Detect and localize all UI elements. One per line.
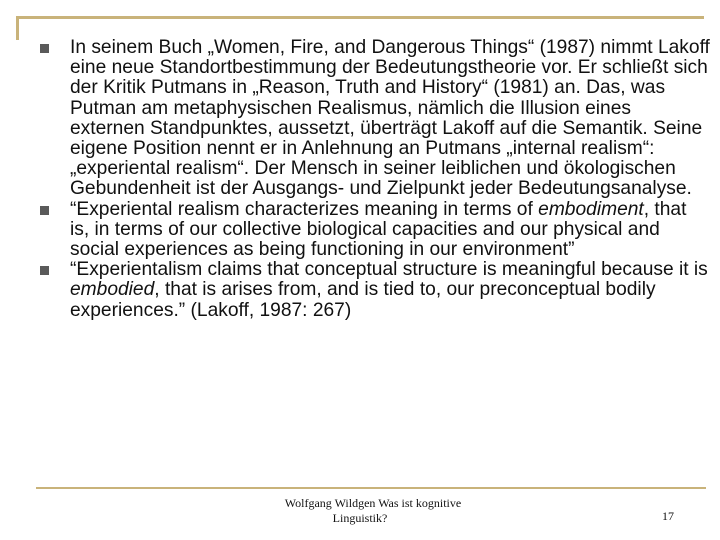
footer-title-line: Linguistik? (332, 511, 388, 525)
bullet-3-text-a: “Experientalism claims that conceptual structure is meaningful because it is (70, 259, 708, 281)
bullet-2-text-b: , that is, in terms of our collective biological capacities and our physical and social experiences as being functioning in our environment” (70, 198, 687, 261)
bullet-2-emphasis: embodiment (538, 198, 644, 220)
square-bullet-icon (40, 206, 49, 215)
bullet-3-text-b: , that is arises from, and is tied to, our preconceptual bodily experiences.” (Lakoff, 1987: 267) (70, 279, 656, 321)
square-bullet-icon (40, 44, 49, 53)
left-corner-line (16, 16, 19, 40)
footer-divider (36, 487, 706, 489)
bullet-paragraph-3 (40, 260, 710, 321)
page-number: 17 (662, 509, 674, 523)
bullet-2-text-a: “Experiental realism characterizes meaning in terms of (70, 198, 539, 220)
bullet-paragraph-1 (40, 38, 710, 200)
slide-content (40, 38, 710, 321)
square-bullet-icon (40, 266, 49, 275)
bullet-paragraph-2 (40, 200, 710, 261)
bullet-1-text: In seinem Buch „Women, Fire, and Dangerous Things“ (1987) nimmt Lakoff eine neue Standortbestimmung der Bedeutungstheorie vor. Er schließt sich der Kritik Putmans in „Reason, Truth and History“ (1981) an. Das, was Putman am metaphysischen Realismus, nämlich die Illusion eines externen Standpunktes, aussetzt, überträgt Lakoff auf die Semantik. Seine eigene Position nennt er in Anlehnung an Putmans „internal realism“: „experiental realism“. Der Mensch in seiner leiblichen und ökologischen Gebundenheit ist der Ausgangs- und Zielpunkt jeder Bedeutungsanalyse. (70, 37, 710, 200)
footer-author-line: Wolfgang Wildgen Was ist kognitive (284, 496, 462, 510)
footer-caption (0, 496, 720, 526)
bullet-3-emphasis: embodied (70, 279, 155, 301)
top-border-line (16, 16, 704, 19)
